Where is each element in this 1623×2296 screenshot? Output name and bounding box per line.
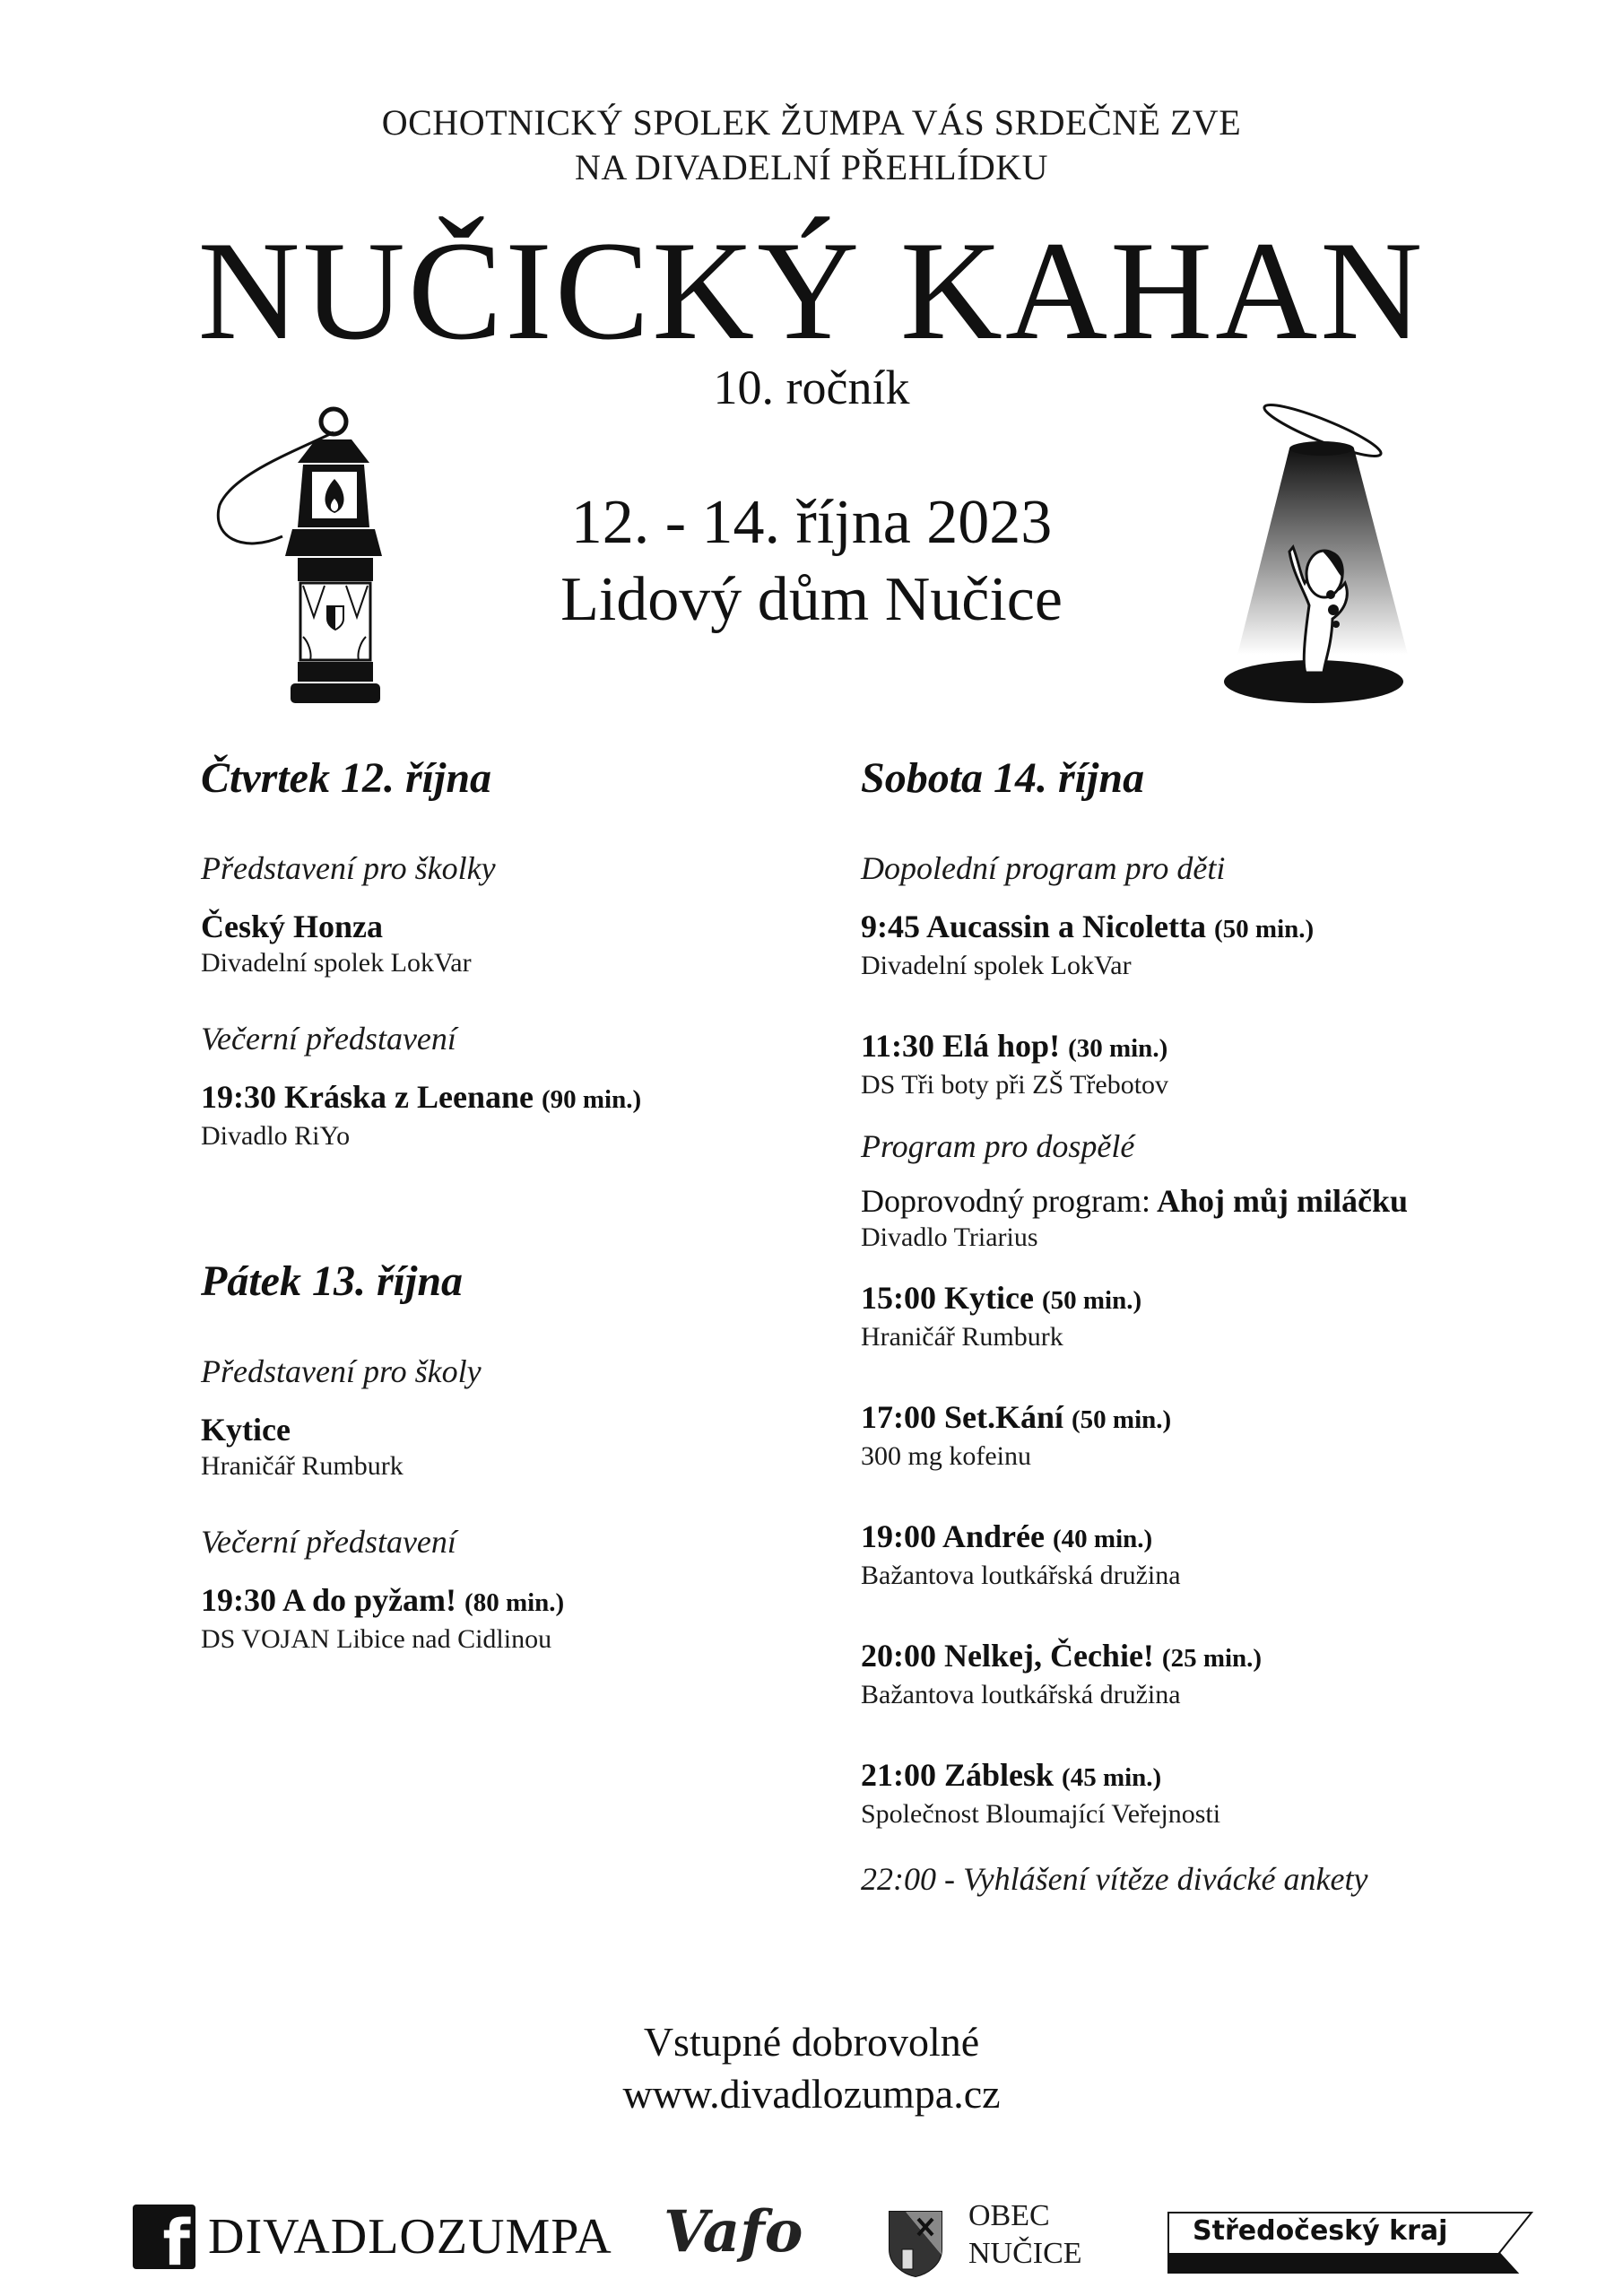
show-name: Kytice: [944, 1280, 1034, 1316]
show-title: [861, 1756, 1578, 1796]
festival-title: NUČICKÝ KAHAN: [197, 213, 1426, 370]
website-link[interactable]: www.divadlozumpa.cz: [622, 2071, 1001, 2117]
show-duration: (90 min.): [541, 1085, 642, 1114]
section-label: Večerní představení: [201, 1524, 456, 1560]
nucice-crest-icon: [888, 2210, 943, 2278]
show-time: 19:30: [201, 1079, 276, 1115]
day-title: Čtvrtek 12. října: [201, 754, 492, 802]
show-title: [861, 1027, 1578, 1067]
day-friday: [201, 1255, 829, 1657]
day-thursday: [201, 752, 829, 1154]
facebook-page-label[interactable]: DIVADLOZUMPA: [208, 2209, 612, 2265]
day-saturday: [861, 752, 1578, 1899]
show-name: Kráska z Leenane: [284, 1079, 534, 1115]
show-troupe: 300 mg kofeinu: [861, 1441, 1031, 1471]
day-title: Pátek 13. října: [201, 1257, 464, 1305]
footer-info: [0, 2016, 1623, 2120]
section-label: Představení pro školy: [201, 1353, 482, 1389]
show-time: 9:45: [861, 909, 920, 944]
show-duration: (50 min.): [1072, 1405, 1172, 1434]
show-duration: (45 min.): [1062, 1763, 1162, 1792]
show-title: [861, 1637, 1578, 1677]
show-duration: (40 min.): [1053, 1525, 1153, 1553]
show-title: [201, 1411, 829, 1448]
lantern-icon: [197, 402, 412, 707]
admission-note: Vstupné dobrovolné: [643, 2019, 980, 2065]
show-troupe: Divadelní spolek LokVar: [861, 951, 1132, 980]
show-name: Aucassin a Nicoletta: [926, 909, 1206, 944]
accompanying-prefix: Doprovodný program:: [861, 1183, 1150, 1219]
show-title: [861, 908, 1578, 948]
show-time: 17:00: [861, 1399, 936, 1435]
spotlight-pierrot-icon: [1219, 404, 1444, 709]
invitation-line-1: OCHOTNICKÝ SPOLEK ŽUMPA VÁS SRDEČNĚ ZVE: [381, 102, 1242, 143]
show-time: 21:00: [861, 1757, 936, 1793]
obec-line-2: NUČICE: [968, 2237, 1082, 2270]
show-name: Záblesk: [944, 1757, 1055, 1793]
show-troupe: Bažantova loutkářská družina: [861, 1561, 1181, 1590]
show-time: 20:00: [861, 1638, 936, 1674]
show-time: 19:00: [861, 1518, 936, 1554]
section-label: Představení pro školky: [201, 850, 496, 886]
show-duration: (30 min.): [1068, 1034, 1168, 1063]
show-troupe: Divadelní spolek LokVar: [201, 948, 472, 978]
show-name: Nelkej, Čechie!: [944, 1638, 1154, 1674]
program-column-right: [861, 752, 1578, 1899]
day-title: Sobota 14. října: [861, 754, 1145, 802]
show-troupe: Společnost Bloumající Veřejnosti: [861, 1799, 1221, 1829]
show-title: [201, 1581, 829, 1622]
show-name: A do pyžam!: [282, 1582, 457, 1618]
obec-line-1: OBEC: [968, 2199, 1050, 2232]
show-troupe: Divadlo Triarius: [861, 1222, 1038, 1252]
show-name: Andrée: [942, 1518, 1045, 1554]
show-troupe: Divadlo RiYo: [201, 1121, 351, 1151]
invitation-text: [0, 100, 1623, 190]
show-title: [861, 1518, 1578, 1558]
facebook-icon[interactable]: f: [133, 2205, 195, 2269]
show-title: [201, 1078, 829, 1118]
sponsor-logos: [0, 2194, 1623, 2270]
section-label: Dopolední program pro děti: [861, 850, 1226, 886]
show-name: Kytice: [201, 1412, 291, 1448]
obec-nucice-label: [968, 2197, 1082, 2273]
stredocesky-kraj-label: Středočeský kraj: [1193, 2215, 1448, 2247]
show-troupe: DS Tři boty při ZŠ Třebotov: [861, 1070, 1169, 1100]
show-title: [861, 1398, 1578, 1439]
accompanying-program: [861, 1182, 1578, 1220]
vafo-logo: Vafo: [664, 2198, 803, 2266]
festival-venue: Lidový dům Nučice: [560, 565, 1063, 634]
show-troupe: Bažantova loutkářská družina: [861, 1680, 1181, 1709]
show-title: [861, 1279, 1578, 1319]
show-name: Set.Kání: [944, 1399, 1064, 1435]
edition-label: 10. ročník: [713, 361, 910, 414]
show-name: Ahoj můj miláčku: [1156, 1183, 1408, 1219]
show-name: Český Honza: [201, 909, 384, 944]
show-duration: (80 min.): [464, 1588, 565, 1617]
show-troupe: DS VOJAN Libice nad Cidlinou: [201, 1624, 552, 1654]
program-column-left: [201, 752, 829, 1657]
section-label: Program pro dospělé: [861, 1128, 1135, 1164]
show-duration: (25 min.): [1161, 1644, 1263, 1673]
show-name: Elá hop!: [942, 1028, 1061, 1064]
show-duration: (50 min.): [1214, 915, 1315, 944]
section-label: Večerní představení: [201, 1021, 456, 1057]
show-time: 15:00: [861, 1280, 936, 1316]
show-troupe: Hraničář Rumburk: [861, 1322, 1063, 1352]
show-time: 19:30: [201, 1582, 276, 1618]
show-time: 11:30: [861, 1028, 935, 1064]
invitation-line-2: NA DIVADELNÍ PŘEHLÍDKU: [574, 147, 1048, 187]
show-title: [201, 908, 829, 945]
festival-dates: 12. - 14. října 2023: [570, 488, 1053, 557]
closing-announcement: 22:00 - Vyhlášení vítěze divácké ankety: [861, 1861, 1368, 1897]
show-duration: (50 min.): [1041, 1286, 1142, 1315]
show-troupe: Hraničář Rumburk: [201, 1451, 404, 1481]
